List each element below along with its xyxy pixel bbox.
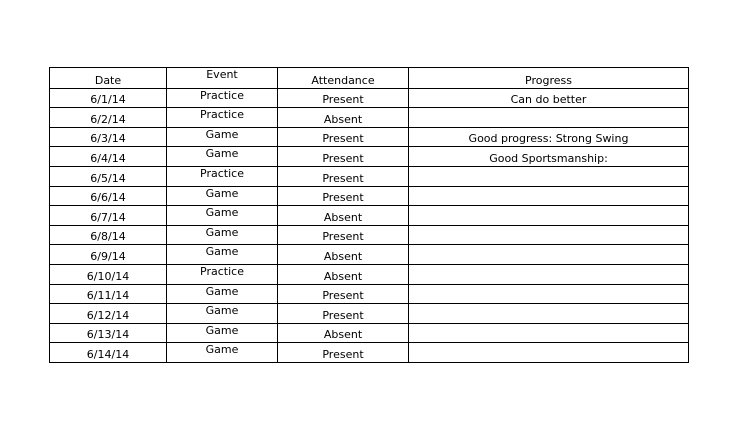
header-date: Date xyxy=(50,68,167,89)
table-row xyxy=(50,88,689,108)
event-cell: Game xyxy=(167,343,278,363)
progress-cell: Can do better xyxy=(409,88,689,108)
table-row xyxy=(50,206,689,226)
date-cell: 6/13/14 xyxy=(50,323,167,343)
date-cell: 6/11/14 xyxy=(50,284,167,304)
event-cell: Game xyxy=(167,127,278,147)
progress-cell xyxy=(409,264,689,284)
event-cell: Game xyxy=(167,245,278,265)
progress-cell: Good Sportsmanship: xyxy=(409,147,689,167)
date-cell: 6/9/14 xyxy=(50,245,167,265)
event-cell: Practice xyxy=(167,264,278,284)
progress-cell xyxy=(409,206,689,226)
table-row xyxy=(50,147,689,167)
table-row xyxy=(50,186,689,206)
attendance-cell: Present xyxy=(278,166,409,186)
date-cell: 6/10/14 xyxy=(50,264,167,284)
date-cell: 6/5/14 xyxy=(50,166,167,186)
event-cell: Game xyxy=(167,206,278,226)
header-row xyxy=(50,68,689,89)
attendance-cell: Absent xyxy=(278,206,409,226)
progress-cell xyxy=(409,245,689,265)
header-attendance: Attendance xyxy=(278,68,409,89)
attendance-cell: Present xyxy=(278,127,409,147)
attendance-cell: Absent xyxy=(278,245,409,265)
table-row xyxy=(50,284,689,304)
date-cell: 6/4/14 xyxy=(50,147,167,167)
attendance-table xyxy=(49,67,689,363)
attendance-cell: Present xyxy=(278,284,409,304)
progress-cell xyxy=(409,166,689,186)
event-cell: Practice xyxy=(167,166,278,186)
event-cell: Game xyxy=(167,225,278,245)
table-row xyxy=(50,127,689,147)
progress-cell: Good progress: Strong Swing xyxy=(409,127,689,147)
table-row xyxy=(50,166,689,186)
attendance-cell: Absent xyxy=(278,264,409,284)
event-cell: Practice xyxy=(167,108,278,128)
progress-cell xyxy=(409,225,689,245)
attendance-cell: Present xyxy=(278,304,409,324)
date-cell: 6/1/14 xyxy=(50,88,167,108)
header-progress: Progress xyxy=(409,68,689,89)
progress-cell xyxy=(409,323,689,343)
progress-cell xyxy=(409,108,689,128)
table-row xyxy=(50,108,689,128)
attendance-cell: Present xyxy=(278,186,409,206)
table-row xyxy=(50,304,689,324)
date-cell: 6/6/14 xyxy=(50,186,167,206)
table-row xyxy=(50,323,689,343)
attendance-cell: Absent xyxy=(278,323,409,343)
attendance-cell: Absent xyxy=(278,108,409,128)
table-row xyxy=(50,264,689,284)
event-cell: Game xyxy=(167,304,278,324)
date-cell: 6/7/14 xyxy=(50,206,167,226)
attendance-cell: Present xyxy=(278,88,409,108)
progress-cell xyxy=(409,186,689,206)
progress-cell xyxy=(409,343,689,363)
event-cell: Game xyxy=(167,147,278,167)
date-cell: 6/14/14 xyxy=(50,343,167,363)
event-cell: Game xyxy=(167,323,278,343)
table-row xyxy=(50,245,689,265)
table-row xyxy=(50,343,689,363)
event-cell: Practice xyxy=(167,88,278,108)
attendance-cell: Present xyxy=(278,225,409,245)
table-row xyxy=(50,225,689,245)
date-cell: 6/2/14 xyxy=(50,108,167,128)
progress-cell xyxy=(409,284,689,304)
attendance-cell: Present xyxy=(278,147,409,167)
date-cell: 6/8/14 xyxy=(50,225,167,245)
event-cell: Game xyxy=(167,186,278,206)
event-cell: Game xyxy=(167,284,278,304)
header-event: Event xyxy=(167,68,278,89)
progress-cell xyxy=(409,304,689,324)
attendance-cell: Present xyxy=(278,343,409,363)
date-cell: 6/3/14 xyxy=(50,127,167,147)
date-cell: 6/12/14 xyxy=(50,304,167,324)
